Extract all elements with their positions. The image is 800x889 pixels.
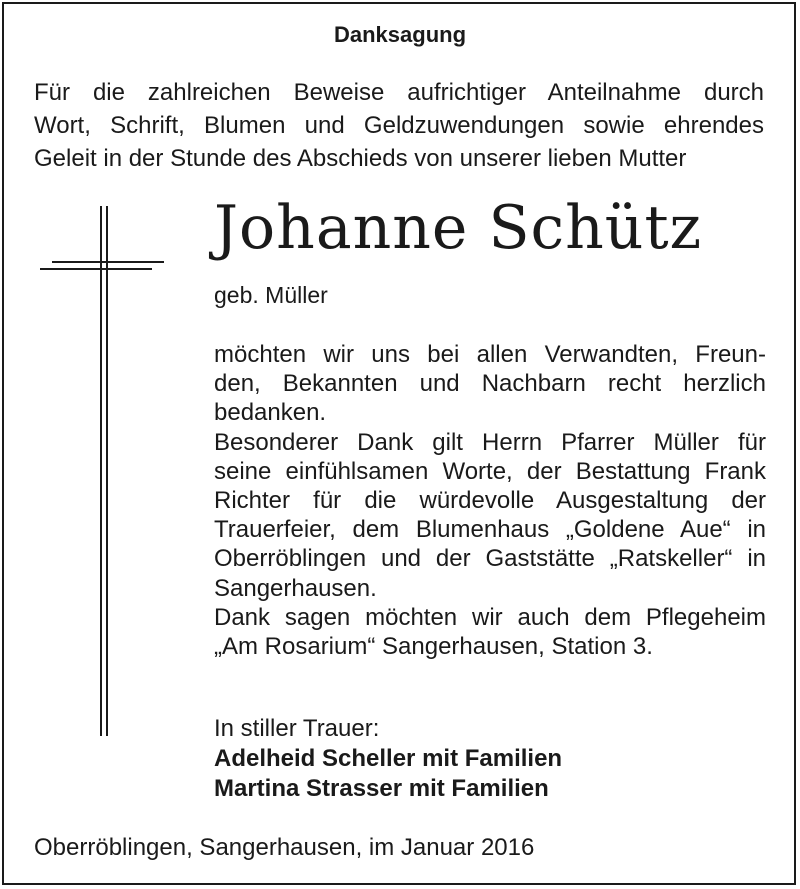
maiden-name: geb. Müller [214,282,328,308]
deceased-name: Johanne Schütz [214,193,703,263]
body-line: Besonderer Dank gilt Herrn Pfarrer Müller für [214,428,766,456]
mourner-name: Martina Strasser mit Familien [214,775,549,802]
body-line: möchten wir uns bei allen Verwandten, Freun- [214,341,766,368]
body-line: Trauerfeier, dem Blumenhaus „Goldene Aue“ in [214,516,766,544]
body-line: den, Bekannten und Nachbarn recht herzlich [214,370,766,398]
notice-heading: Danksagung [333,22,467,47]
cross-icon [38,206,168,736]
thanks-paragraph [214,340,766,661]
mourners-block [214,714,562,804]
intro-line: Wort, Schrift, Blumen und Geldzuwendungen sowie ehrendes [34,112,764,139]
body-line: „Am Rosarium“ Sangerhausen, Station 3. [214,633,653,661]
body-line: Sangerhausen. [214,574,377,602]
intro-line: Geleit in der Stunde des Abschieds von unserer lieben Mutter [34,145,687,172]
intro-line: Für die zahlreichen Beweise aufrichtiger Anteilnahme durch [34,79,764,106]
place-date-footer: Oberröblingen, Sangerhausen, im Januar 2016 [34,834,535,861]
intro-paragraph [34,76,764,175]
body-line: bedanken. [214,399,327,427]
mourner-name: Adelheid Scheller mit Familien [214,745,563,772]
mourners-intro: In stiller Trauer: [214,715,380,742]
body-line: seine einfühlsamen Worte, der Bestattung Frank [214,457,766,485]
body-line: Oberröblingen und der Gaststätte „Ratskeller“ in [214,545,766,573]
body-line: Dank sagen möchten wir auch dem Pflegeheim [214,603,766,631]
body-line: Richter für die würdevolle Ausgestaltung der [214,487,766,515]
